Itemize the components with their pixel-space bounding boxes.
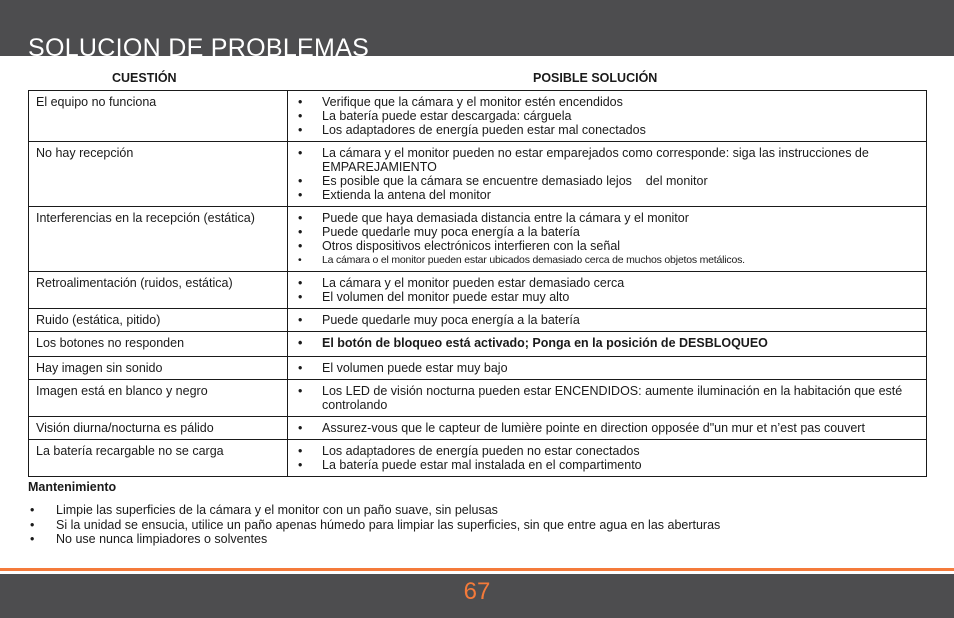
table-row [29, 142, 927, 207]
solution-item: • La batería puede estar descargada: cárguela [294, 109, 918, 123]
solution-cell [288, 142, 927, 207]
solution-list [294, 95, 918, 137]
issue-cell: Visión diurna/nocturna es pálido [29, 417, 288, 440]
issue-cell: Ruido (estática, pitido) [29, 309, 288, 332]
solution-list [294, 421, 918, 435]
issue-cell: Retroalimentación (ruidos, estática) [29, 272, 288, 309]
solution-cell [288, 380, 927, 417]
solution-cell [288, 357, 927, 380]
maintenance-item: • Si la unidad se ensucia, utilice un paño apenas húmedo para limpiar las superficies, sin que entre agua en las aberturas [28, 518, 720, 533]
solution-item: • Los adaptadores de energía pueden no estar conectados [294, 444, 918, 458]
solution-item: • Los LED de visión nocturna pueden estar ENCENDIDOS: aumente iluminación en la habitación que esté controlando [294, 384, 918, 412]
solution-list [294, 384, 918, 412]
solution-item: • Puede quedarle muy poca energía a la batería [294, 313, 918, 327]
table-row [29, 380, 927, 417]
footer-accent-line [0, 568, 954, 571]
table-row [29, 357, 927, 380]
issue-cell: El equipo no funciona [29, 91, 288, 142]
troubleshooting-table [28, 90, 927, 477]
column-header-solution: POSIBLE SOLUCIÓN [533, 71, 658, 85]
solution-list [294, 444, 918, 472]
table-row [29, 440, 927, 477]
solution-item: • Puede que haya demasiada distancia entre la cámara y el monitor [294, 211, 918, 225]
issue-cell: Hay imagen sin sonido [29, 357, 288, 380]
page-number: 67 [463, 578, 491, 605]
table-row [29, 272, 927, 309]
maintenance-title: Mantenimiento [28, 480, 117, 494]
solution-list [294, 146, 918, 202]
table-row [29, 417, 927, 440]
solution-item: • La cámara y el monitor pueden estar demasiado cerca [294, 276, 918, 290]
issue-cell: Imagen está en blanco y negro [29, 380, 288, 417]
solution-item: • El volumen puede estar muy bajo [294, 361, 918, 375]
solution-item: • La cámara o el monitor pueden estar ubicados demasiado cerca de muchos objetos metálicos. [294, 253, 918, 267]
solution-cell [288, 207, 927, 272]
maintenance-item: • No use nunca limpiadores o solventes [28, 532, 720, 547]
solution-list [294, 313, 918, 327]
solution-item: • Verifique que la cámara y el monitor estén encendidos [294, 95, 918, 109]
solution-list [294, 336, 918, 350]
issue-cell: Interferencias en la recepción (estática) [29, 207, 288, 272]
solution-item: • Puede quedarle muy poca energía a la batería [294, 225, 918, 239]
solution-cell [288, 309, 927, 332]
maintenance-item: • Limpie las superficies de la cámara y el monitor con un paño suave, sin pelusas [28, 503, 720, 518]
table-row [29, 332, 927, 357]
solution-item: • La batería puede estar mal instalada en el compartimento [294, 458, 918, 472]
solution-cell [288, 91, 927, 142]
solution-cell [288, 272, 927, 309]
column-header-issue: CUESTIÓN [112, 71, 177, 85]
solution-item: • Extienda la antena del monitor [294, 188, 918, 202]
table-row [29, 91, 927, 142]
solution-item: • El volumen del monitor puede estar muy alto [294, 290, 918, 304]
solution-cell [288, 332, 927, 357]
solution-item: • Los adaptadores de energía pueden estar mal conectados [294, 123, 918, 137]
solution-list [294, 276, 918, 304]
table-row [29, 207, 927, 272]
page-title: SOLUCION DE PROBLEMAS [28, 34, 370, 56]
solution-cell [288, 440, 927, 477]
solution-list [294, 361, 918, 375]
table-row [29, 309, 927, 332]
issue-cell: No hay recepción [29, 142, 288, 207]
issue-cell: La batería recargable no se carga [29, 440, 288, 477]
solution-item: • El botón de bloqueo está activado; Ponga en la posición de DESBLOQUEO [294, 336, 918, 350]
maintenance-list [28, 503, 720, 547]
issue-cell: Los botones no responden [29, 332, 288, 357]
solution-item: • La cámara y el monitor pueden no estar emparejados como corresponde: siga las instrucciones de EMPAREJAMIENTO [294, 146, 918, 174]
solution-list [294, 211, 918, 267]
table-column-headers [28, 71, 927, 87]
solution-item: • Otros dispositivos electrónicos interfieren con la señal [294, 239, 918, 253]
solution-item: • Es posible que la cámara se encuentre demasiado lejos del monitor [294, 174, 918, 188]
solution-cell [288, 417, 927, 440]
solution-item: • Assurez-vous que le capteur de lumière pointe en direction opposée d"un mur et n’est pas couvert [294, 421, 918, 435]
